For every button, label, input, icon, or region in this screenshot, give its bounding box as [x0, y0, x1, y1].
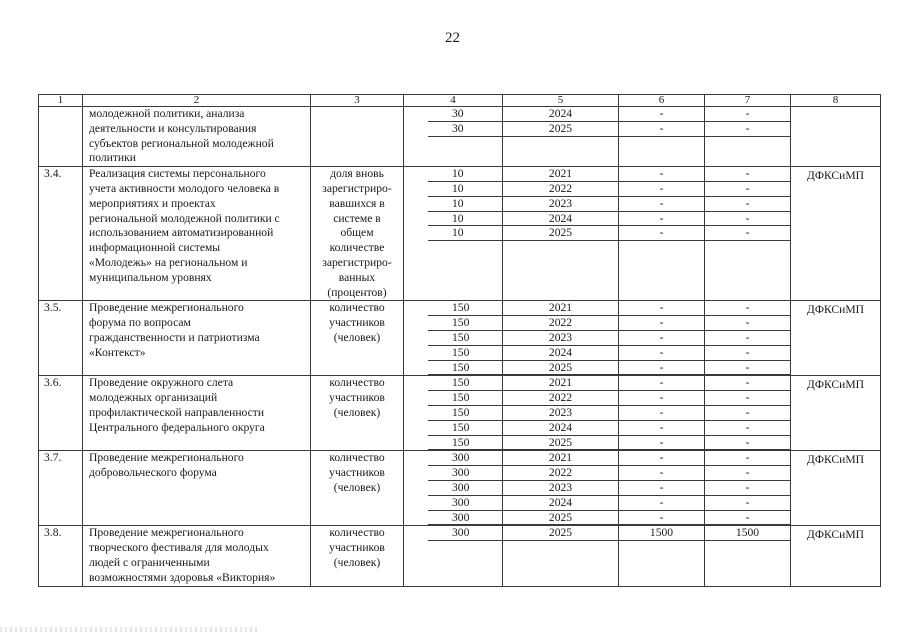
value-entry: 150: [428, 361, 502, 376]
header-cell: 4: [404, 95, 503, 107]
year-cell: [503, 301, 619, 376]
indicator-line: участников: [329, 466, 385, 480]
col7-entry: -: [705, 406, 790, 421]
value-entry: 150: [428, 421, 502, 436]
year-entry: 2024: [503, 107, 618, 122]
indicator-line: участников: [329, 316, 385, 330]
item-name-line: творческого фестиваля для молодых: [89, 541, 269, 555]
col6-entry: -: [619, 481, 704, 496]
value-entry: 300: [428, 526, 502, 541]
year-entry: 2025: [503, 526, 618, 541]
item-name-line: региональной молодежной политики с: [89, 211, 280, 225]
year-entry: 2022: [503, 182, 618, 197]
executor-label: ДФКСиМП: [806, 528, 865, 542]
col6-cell: [619, 526, 705, 586]
item-name-line: муниципальном уровнях: [89, 270, 212, 284]
indicator-line: зарегистриро-: [322, 181, 392, 195]
item-name-line: профилактической направленности: [89, 405, 265, 419]
year-entry: 2025: [503, 511, 618, 526]
executor-label: [794, 109, 877, 124]
value-entry: 150: [428, 316, 502, 331]
col7-entry: -: [705, 511, 790, 526]
executor-cell: [791, 167, 881, 301]
executor-label: ДФКСиМП: [806, 378, 865, 392]
col6-entry: -: [619, 197, 704, 212]
indicator-cell: [311, 107, 404, 167]
indicator-line: количество: [329, 526, 385, 540]
value-cell: [404, 526, 503, 586]
header-cell: 2: [83, 95, 311, 107]
item-name-line: субъектов региональной молодежной: [89, 136, 274, 150]
indicator-line: общем: [340, 226, 374, 240]
year-cell: [503, 376, 619, 451]
col6-entry: -: [619, 182, 704, 197]
col7-entry: -: [705, 197, 790, 212]
col7-entry: -: [705, 436, 790, 451]
col7-cell: [705, 451, 791, 526]
item-number: 3.8.: [44, 526, 62, 540]
executor-cell: [791, 451, 881, 526]
header-cell: 5: [503, 95, 619, 107]
table-row: [39, 107, 881, 167]
year-cell: [503, 167, 619, 301]
year-entry: 2025: [503, 122, 618, 137]
indicator-line: зарегистриро-: [322, 255, 392, 269]
col6-entry: -: [619, 466, 704, 481]
col6-entry: -: [619, 421, 704, 436]
value-entry: 300: [428, 511, 502, 526]
header-cell: 3: [311, 95, 404, 107]
item-number-cell: [39, 526, 83, 586]
item-name-line: добровольческого форума: [89, 466, 217, 480]
item-number-cell: [39, 451, 83, 526]
indicator-line: ванных: [338, 270, 376, 284]
indicator-line: вавшихся в: [329, 196, 385, 210]
col6-entry: -: [619, 391, 704, 406]
item-name-line: использованием автоматизированной: [89, 226, 274, 240]
col6-entry: -: [619, 496, 704, 511]
value-entry: 300: [428, 481, 502, 496]
executor-cell: [791, 526, 881, 586]
value-entry: 150: [428, 406, 502, 421]
col7-entry: -: [705, 226, 790, 241]
col6-entry: -: [619, 301, 704, 316]
value-entry: 10: [428, 182, 502, 197]
value-entry: 150: [428, 346, 502, 361]
year-entry: 2022: [503, 466, 618, 481]
header-cell: 7: [705, 95, 791, 107]
year-entry: 2021: [503, 451, 618, 466]
item-number-cell: [39, 107, 83, 167]
value-entry: 10: [428, 226, 502, 241]
value-entry: 300: [428, 466, 502, 481]
col6-entry: -: [619, 361, 704, 376]
year-entry: 2023: [503, 197, 618, 212]
executor-label: ДФКСиМП: [806, 169, 865, 183]
indicator-line: количестве: [329, 241, 385, 255]
col6-entry: -: [619, 212, 704, 227]
col7-entry: -: [705, 301, 790, 316]
col7-cell: [705, 526, 791, 586]
year-entry: 2025: [503, 361, 618, 376]
indicator-line: участников: [329, 391, 385, 405]
indicator-line: системе в: [333, 211, 381, 225]
item-number: 3.5.: [44, 301, 62, 315]
col6-entry: -: [619, 167, 704, 182]
item-name-line: «Контекст»: [89, 345, 146, 359]
col6-entry: -: [619, 511, 704, 526]
value-cell: [404, 107, 503, 167]
item-name-line: молодежной политики, анализа: [89, 107, 245, 120]
year-entry: 2021: [503, 301, 618, 316]
col7-entry: -: [705, 107, 790, 122]
item-name-line: молодежных организаций: [89, 391, 218, 405]
item-name-line: мероприятиях и проектах: [89, 196, 216, 210]
item-name-line: людей с ограниченными: [89, 555, 210, 569]
value-entry: 30: [428, 122, 502, 137]
page-number: 22: [445, 30, 460, 46]
item-name-line: гражданственности и патриотизма: [89, 330, 260, 344]
col7-cell: [705, 107, 791, 167]
col6-entry: -: [619, 226, 704, 241]
value-entry: 10: [428, 197, 502, 212]
item-name-cell: [83, 526, 311, 586]
year-entry: 2022: [503, 316, 618, 331]
header-cell: 1: [39, 95, 83, 107]
indicator-line: количество: [329, 376, 385, 390]
col6-cell: [619, 167, 705, 301]
year-cell: [503, 451, 619, 526]
indicator-cell: [311, 526, 404, 586]
item-name-line: Проведение межрегионального: [89, 301, 244, 315]
scan-artifact: [0, 627, 260, 632]
year-entry: 2021: [503, 376, 618, 391]
item-name-line: Реализация системы персонального: [89, 167, 266, 181]
value-cell: [404, 167, 503, 301]
col7-entry: -: [705, 391, 790, 406]
item-number: 3.6.: [44, 376, 62, 390]
col7-entry: -: [705, 346, 790, 361]
item-name-line: политики: [89, 151, 136, 165]
col6-entry: -: [619, 406, 704, 421]
col6-entry: -: [619, 376, 704, 391]
item-name-cell: [83, 376, 311, 451]
executor-cell: [791, 107, 881, 167]
indicator-line: (человек): [333, 405, 381, 419]
year-entry: 2023: [503, 331, 618, 346]
year-entry: 2022: [503, 391, 618, 406]
item-number: 3.7.: [44, 451, 62, 465]
value-cell: [404, 376, 503, 451]
year-entry: 2024: [503, 212, 618, 227]
col6-entry: -: [619, 122, 704, 137]
item-name-line: Проведение окружного слета: [89, 376, 234, 390]
col6-cell: [619, 376, 705, 451]
item-number-cell: [39, 376, 83, 451]
col6-cell: [619, 301, 705, 376]
col6-entry: -: [619, 436, 704, 451]
col7-cell: [705, 167, 791, 301]
item-name-line: возможностями здоровья «Виктория»: [89, 570, 276, 584]
header-cell: 6: [619, 95, 705, 107]
indicator-line: (процентов): [327, 285, 387, 299]
col7-entry: -: [705, 167, 790, 182]
item-name-line: информационной системы: [89, 241, 221, 255]
item-number: 3.4.: [44, 167, 62, 181]
indicator-line: (человек): [333, 555, 381, 569]
col7-entry: -: [705, 331, 790, 346]
value-entry: 10: [428, 167, 502, 182]
header-cell: 8: [791, 95, 881, 107]
item-name-cell: [83, 167, 311, 301]
value-entry: 150: [428, 331, 502, 346]
table-row: [39, 451, 881, 526]
year-entry: 2025: [503, 226, 618, 241]
col6-entry: -: [619, 451, 704, 466]
indicator-line: количество: [329, 301, 385, 315]
item-name-line: учета активности молодого человека в: [89, 181, 280, 195]
col7-entry: -: [705, 182, 790, 197]
year-entry: 2025: [503, 436, 618, 451]
plan-table: [38, 94, 881, 587]
year-entry: 2021: [503, 167, 618, 182]
executor-label: ДФКСиМП: [806, 303, 865, 317]
item-name-cell: [83, 107, 311, 167]
col6-entry: -: [619, 107, 704, 122]
value-entry: 30: [428, 107, 502, 122]
col7-entry: 1500: [705, 526, 790, 541]
col7-entry: -: [705, 122, 790, 137]
item-name-line: Проведение межрегионального: [89, 451, 244, 465]
col7-entry: -: [705, 481, 790, 496]
table-row: [39, 301, 881, 376]
item-number: [44, 107, 79, 122]
indicator-line: количество: [329, 451, 385, 465]
item-name-line: Центрального федерального округа: [89, 420, 265, 434]
indicator-cell: [311, 167, 404, 301]
item-number-cell: [39, 167, 83, 301]
value-entry: 150: [428, 436, 502, 451]
value-entry: 150: [428, 391, 502, 406]
indicator-line: (человек): [333, 330, 381, 344]
col7-entry: -: [705, 361, 790, 376]
col6-entry: -: [619, 346, 704, 361]
table-row: [39, 167, 881, 301]
value-cell: [404, 301, 503, 376]
col6-entry: 1500: [619, 526, 704, 541]
item-name-line: «Молодежь» на региональном и: [89, 255, 248, 269]
year-entry: 2024: [503, 346, 618, 361]
col7-cell: [705, 376, 791, 451]
col7-entry: -: [705, 451, 790, 466]
value-entry: 150: [428, 301, 502, 316]
value-cell: [404, 451, 503, 526]
col7-entry: -: [705, 212, 790, 227]
executor-label: ДФКСиМП: [806, 453, 865, 467]
indicator-cell: [311, 376, 404, 451]
col7-entry: -: [705, 421, 790, 436]
indicator-line: участников: [329, 541, 385, 555]
year-entry: 2024: [503, 421, 618, 436]
col7-cell: [705, 301, 791, 376]
value-entry: 300: [428, 451, 502, 466]
header-row: [39, 95, 881, 107]
indicator-line: (человек): [333, 480, 381, 494]
item-name-line: форума по вопросам: [89, 316, 191, 330]
col7-entry: -: [705, 376, 790, 391]
col6-cell: [619, 451, 705, 526]
executor-cell: [791, 301, 881, 376]
col7-entry: -: [705, 466, 790, 481]
table-row: [39, 376, 881, 451]
col6-cell: [619, 107, 705, 167]
year-cell: [503, 107, 619, 167]
col6-entry: -: [619, 331, 704, 346]
value-entry: 150: [428, 376, 502, 391]
value-entry: 300: [428, 496, 502, 511]
indicator-cell: [311, 301, 404, 376]
item-name-cell: [83, 301, 311, 376]
col7-entry: -: [705, 316, 790, 331]
table-row: [39, 526, 881, 586]
item-name-line: Проведение межрегионального: [89, 526, 244, 540]
item-name-line: деятельности и консультирования: [89, 121, 257, 135]
year-entry: 2023: [503, 406, 618, 421]
year-cell: [503, 526, 619, 586]
indicator-line: доля вновь: [330, 167, 384, 181]
year-entry: 2023: [503, 481, 618, 496]
value-entry: 10: [428, 212, 502, 227]
year-entry: 2024: [503, 496, 618, 511]
col6-entry: -: [619, 316, 704, 331]
executor-cell: [791, 376, 881, 451]
item-name-cell: [83, 451, 311, 526]
col7-entry: -: [705, 496, 790, 511]
indicator-cell: [311, 451, 404, 526]
item-number-cell: [39, 301, 83, 376]
